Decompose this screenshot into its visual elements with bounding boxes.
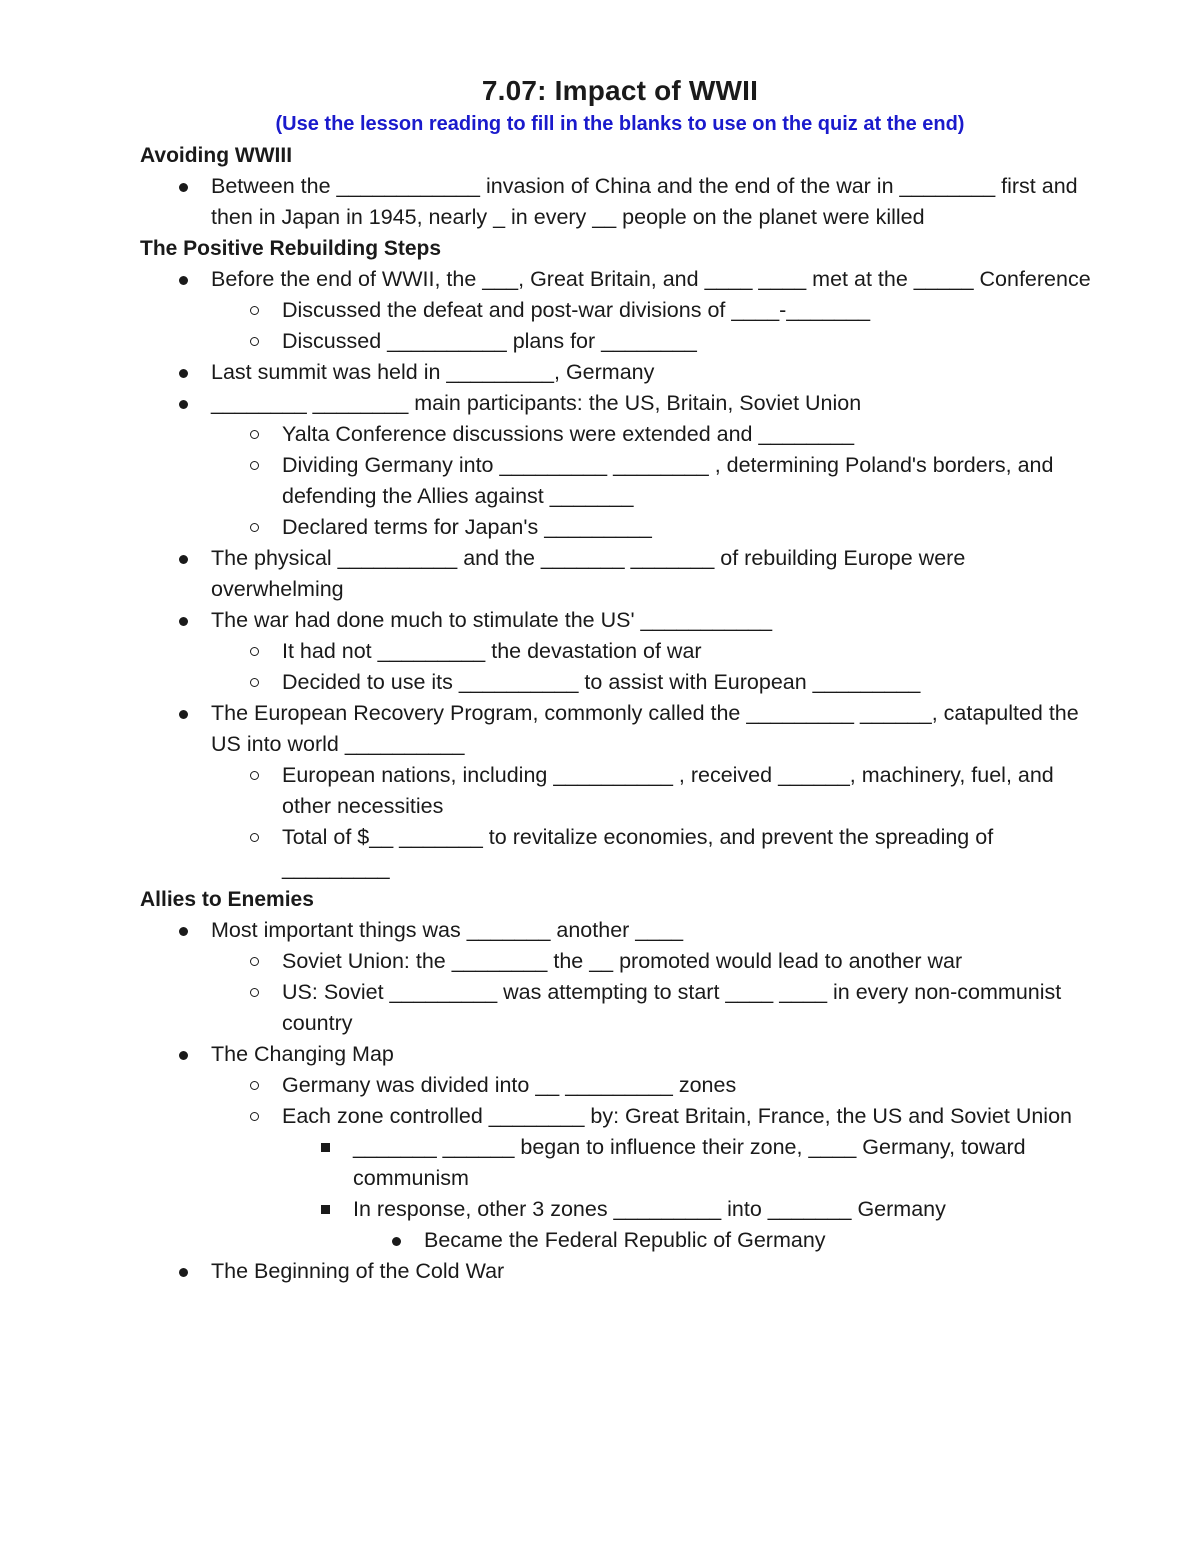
bullet-icon	[179, 1268, 188, 1277]
bullet-icon	[392, 1237, 401, 1246]
bullet-icon	[179, 183, 188, 192]
bullet-list	[140, 171, 1100, 233]
hollow-bullet-icon	[250, 306, 259, 315]
hollow-bullet-icon	[250, 1112, 259, 1121]
hollow-bullet-icon	[250, 833, 259, 842]
hollow-bullet-icon	[250, 1081, 259, 1090]
list-item: Dividing Germany into _________ ________ , determining Poland's borders, and defending the Allies against _______	[211, 450, 1100, 512]
sub-bullet-list	[211, 419, 1100, 543]
list-item: _______ ______ began to influence their zone, ____ Germany, toward communism	[282, 1132, 1100, 1194]
bullet-icon	[179, 400, 188, 409]
bullet-icon	[179, 617, 188, 626]
list-item: The Changing Map Germany was divided into __ _________ zones Each zone controlled ________ by: Great Britain, France, the US and Soviet Union _______ ______ began to influence their zone, ____ Germany, toward communism In response, other 3 zones _________ into _______ Germany Became the Federal Republic of Germany	[140, 1039, 1100, 1256]
sub-sub-sub-bullet-list	[353, 1225, 1100, 1256]
list-item: The war had done much to stimulate the US' ___________ It had not _________ the devastation of war Decided to use its __________ to assist with European _________	[140, 605, 1100, 698]
list-item: The European Recovery Program, commonly called the _________ ______, catapulted the US into world __________ European nations, including __________ , received ______, machinery, fuel, and other necessities Total of $__ _______ to revitalize economies, and prevent the spreading of _________	[140, 698, 1100, 884]
list-item: Before the end of WWII, the ___, Great Britain, and ____ ____ met at the _____ Conference Discussed the defeat and post-war divisions of ____-_______ Discussed __________ plans for ________	[140, 264, 1100, 357]
bullet-icon	[179, 710, 188, 719]
list-item: Discussed the defeat and post-war divisions of ____-_______	[211, 295, 1100, 326]
list-item: US: Soviet _________ was attempting to start ____ ____ in every non-communist country	[211, 977, 1100, 1039]
square-bullet-icon	[321, 1205, 330, 1214]
list-item: The Beginning of the Cold War	[140, 1256, 1100, 1287]
hollow-bullet-icon	[250, 430, 259, 439]
sub-bullet-list	[211, 636, 1100, 698]
square-bullet-icon	[321, 1143, 330, 1152]
hollow-bullet-icon	[250, 957, 259, 966]
bullet-icon	[179, 1051, 188, 1060]
list-item: Decided to use its __________ to assist with European _________	[211, 667, 1100, 698]
section-heading-avoiding-wwiii: Avoiding WWIII	[140, 144, 293, 167]
list-item: Yalta Conference discussions were extended and ________	[211, 419, 1100, 450]
list-item: Germany was divided into __ _________ zones	[211, 1070, 1100, 1101]
list-item: It had not _________ the devastation of war	[211, 636, 1100, 667]
bullet-icon	[179, 369, 188, 378]
list-item: Became the Federal Republic of Germany	[353, 1225, 1100, 1256]
list-item: Discussed __________ plans for ________	[211, 326, 1100, 357]
list-item: Declared terms for Japan's _________	[211, 512, 1100, 543]
bullet-icon	[179, 927, 188, 936]
bullet-icon	[179, 555, 188, 564]
sub-bullet-list	[211, 946, 1100, 1039]
list-item: Last summit was held in _________, Germany	[140, 357, 1100, 388]
sub-bullet-list	[211, 295, 1100, 357]
bullet-list	[140, 915, 1100, 1287]
list-item: Most important things was _______ another ____ Soviet Union: the ________ the __ promoted would lead to another war US: Soviet _________ was attempting to start ____ ____ in every non-communist country	[140, 915, 1100, 1039]
hollow-bullet-icon	[250, 337, 259, 346]
list-item: Soviet Union: the ________ the __ promoted would lead to another war	[211, 946, 1100, 977]
list-item: The physical __________ and the _______ _______ of rebuilding Europe were overwhelming	[140, 543, 1100, 605]
page-title: 7.07: Impact of WWII	[481, 75, 759, 106]
list-item: ________ ________ main participants: the US, Britain, Soviet Union Yalta Conference discussions were extended and ________ Dividing Germany into _________ ________ , determining Poland's borders, and defending the Allies against _______ Declared terms for Japan's _________	[140, 388, 1100, 543]
hollow-bullet-icon	[250, 678, 259, 687]
section-heading-positive-rebuilding: The Positive Rebuilding Steps	[140, 237, 442, 260]
bullet-list	[140, 264, 1100, 884]
sub-sub-bullet-list	[282, 1132, 1100, 1256]
list-item: In response, other 3 zones _________ into _______ Germany Became the Federal Republic of Germany	[282, 1194, 1100, 1256]
hollow-bullet-icon	[250, 988, 259, 997]
list-item: Between the ____________ invasion of China and the end of the war in ________ first and then in Japan in 1945, nearly _ in every __ people on the planet were killed	[140, 171, 1100, 233]
hollow-bullet-icon	[250, 523, 259, 532]
bullet-icon	[179, 276, 188, 285]
hollow-bullet-icon	[250, 647, 259, 656]
hollow-bullet-icon	[250, 461, 259, 470]
list-item: Each zone controlled ________ by: Great Britain, France, the US and Soviet Union _______ ______ began to influence their zone, ____ Germany, toward communism In response, other 3 zones _________ into _______ Germany Became the Federal Republic of Germany	[211, 1101, 1100, 1256]
list-item: European nations, including __________ , received ______, machinery, fuel, and other necessities	[211, 760, 1100, 822]
section-heading-allies-to-enemies: Allies to Enemies	[140, 888, 314, 911]
hollow-bullet-icon	[250, 771, 259, 780]
list-item: Total of $__ _______ to revitalize economies, and prevent the spreading of _________	[211, 822, 1100, 884]
sub-bullet-list	[211, 1070, 1100, 1256]
sub-bullet-list	[211, 760, 1100, 884]
instructions-subtitle: (Use the lesson reading to fill in the blanks to use on the quiz at the end)	[275, 113, 965, 135]
